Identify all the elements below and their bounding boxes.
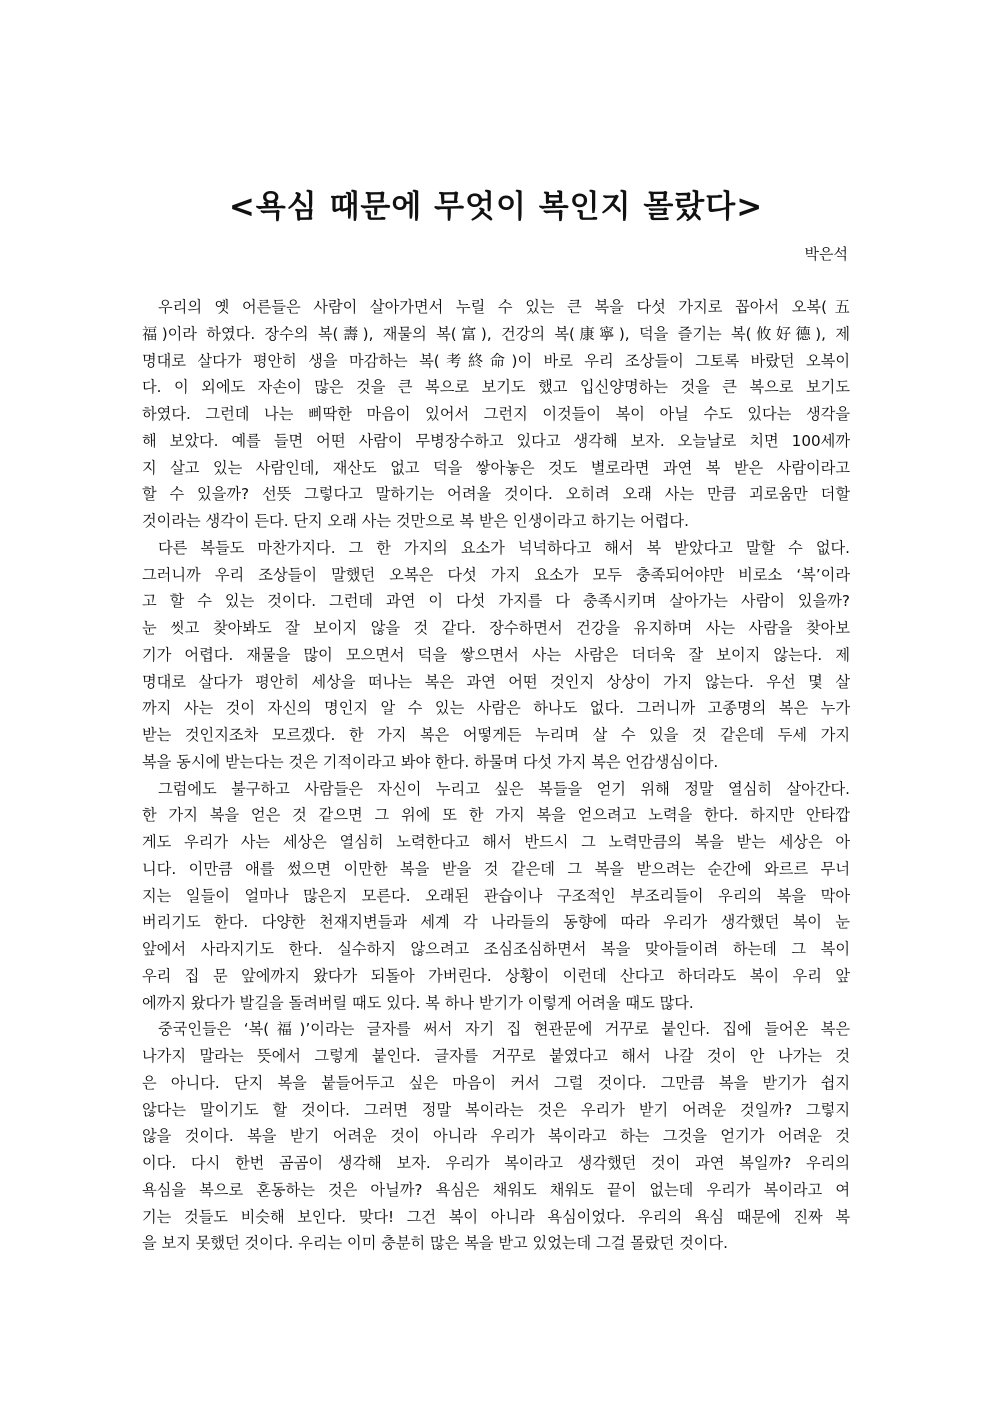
text-line: 않다는 말이기도 할 것이다. 그러면 정말 복이라는 것은 우리가 받기 어려운 것일까? 그렇지 (142, 1100, 850, 1119)
text-line: 것이라는 생각이 든다. 단지 오래 사는 것만으로 복 받은 인생이라고 하기는 어렵다. (142, 512, 689, 530)
paragraph (142, 1016, 850, 1257)
text-line: 않을 것이다. 복을 받기 어려운 것이 아니라 우리가 복이라고 하는 그것을 얻기가 어려운 것 (142, 1127, 850, 1146)
text-line: 한 가지 복을 얻은 것 같으면 그 위에 또 한 가지 복을 얻으려고 노력을 한다. 하지만 안타깝 (142, 806, 850, 825)
paragraph (142, 294, 850, 535)
text-line: 니다. 이만큼 애를 썼으면 이만한 복을 받을 것 같은데 그 복을 받으려는 순간에 와르르 무너 (142, 859, 850, 878)
text-line: 명대로 살다가 평안히 세상을 떠나는 복은 과연 어떤 것인지 상상이 가지 않는다. 우선 몇 살 (142, 672, 850, 691)
text-line: 기는 것들도 비슷해 보인다. 맞다! 그건 복이 아니라 욕심이었다. 우리의 욕심 때문에 진짜 복 (142, 1207, 850, 1226)
paragraph (142, 535, 850, 776)
text-line: 기가 어렵다. 재물을 많이 모으면서 덕을 쌓으면서 사는 사람은 더더욱 잘 보이지 않는다. 제 (142, 645, 850, 664)
text-line: 다른 복들도 마찬가지다. 그 한 가지의 요소가 넉넉하다고 해서 복 받았다고 말할 수 없다. (158, 538, 850, 557)
text-line: 福)이라 하였다. 장수의 복(壽), 재물의 복(富), 건강의 복(康寧), 덕을 즐기는 복(攸好德), 제 (142, 324, 850, 343)
text-line: 그러니까 우리 조상들이 말했던 오복은 다섯 가지 요소가 모두 충족되어야만 비로소 ‘복’이라 (142, 565, 850, 584)
author-name: 박은석 (804, 245, 848, 263)
text-line: 욕심을 복으로 혼동하는 것은 아닐까? 욕심은 채워도 채워도 끝이 없는데 우리가 복이라고 여 (142, 1180, 850, 1199)
text-line: 나가지 말라는 뜻에서 그렇게 붙인다. 글자를 거꾸로 붙였다고 해서 나갈 것이 안 나가는 것 (142, 1047, 850, 1065)
text-line: 은 아니다. 단지 복을 붙들어두고 싶은 마음이 커서 그럴 것이다. 그만큼 복을 받기가 쉽지 (142, 1073, 850, 1092)
text-line: 다. 이 외에도 자손이 많은 것을 큰 복으로 보기도 했고 입신양명하는 것을 큰 복으로 보기도 (142, 378, 850, 397)
text-line: 게도 우리가 사는 세상은 열심히 노력한다고 해서 반드시 그 노력만큼의 복을 받는 세상은 아 (142, 833, 850, 851)
document-title: <욕심 때문에 무엇이 복인지 몰랐다> (228, 188, 764, 225)
text-line: 받는 것인지조차 모르겠다. 한 가지 복은 어떻게든 누리며 살 수 있을 것 같은데 두세 가지 (142, 726, 850, 744)
text-line: 우리 집 문 앞에까지 왔다가 되돌아 가버린다. 상황이 이런데 산다고 하더라도 복이 우리 앞 (142, 966, 850, 985)
text-line: 할 수 있을까? 선뜻 그렇다고 말하기는 어려울 것이다. 오히려 오래 사는 만큼 괴로움만 더할 (142, 485, 850, 504)
text-line: 을 보지 못했던 것이다. 우리는 이미 충분히 많은 복을 받고 있었는데 그걸 몰랐던 것이다. (142, 1234, 728, 1253)
text-line: 까지 사는 것이 자신의 명인지 알 수 있는 사람은 하나도 없다. 그러니까 고종명의 복은 누가 (142, 699, 850, 718)
text-line: 지 살고 있는 사람인데, 재산도 없고 덕을 쌓아놓은 것도 별로라면 과연 복 받은 사람이라고 (142, 458, 850, 477)
text-line: 버리기도 한다. 다양한 천재지변들과 세계 각 나라들의 동향에 따라 우리가 생각했던 복이 눈 (142, 913, 850, 932)
paragraph (142, 776, 850, 1017)
text-line: 눈 씻고 찾아봐도 잘 보이지 않을 것 같다. 장수하면서 건강을 유지하며 사는 사람을 찾아보 (142, 619, 850, 637)
text-line: 복을 동시에 받는다는 것은 기적이라고 봐야 한다. 하물며 다섯 가지 복은 언감생심이다. (142, 752, 719, 771)
text-line: 앞에서 사라지기도 한다. 실수하지 않으려고 조심조심하면서 복을 맞아들이려 하는데 그 복이 (142, 940, 850, 958)
text-line: 그럼에도 불구하고 사람들은 자신이 누리고 싶은 복들을 얻기 위해 정말 열심히 살아간다. (158, 779, 850, 798)
text-line: 해 보았다. 예를 들면 어떤 사람이 무병장수하고 있다고 생각해 보자. 오늘날로 치면 100세까 (142, 431, 850, 450)
text-line: 고 할 수 있는 것이다. 그런데 과연 이 다섯 가지를 다 충족시키며 살아가는 사람이 있을까? (142, 592, 850, 611)
document-body (142, 294, 850, 1257)
text-line: 지는 일들이 얼마나 많은지 모른다. 오래된 관습이나 구조적인 부조리들이 우리의 복을 막아 (142, 886, 850, 905)
text-line: 이다. 다시 한번 곰곰이 생각해 보자. 우리가 복이라고 생각했던 것이 과연 복일까? 우리의 (142, 1154, 850, 1172)
text-line: 에까지 왔다가 발길을 돌려버릴 때도 있다. 복 하나 받기가 이렇게 어려울 때도 많다. (142, 993, 694, 1012)
text-line: 하였다. 그런데 나는 삐딱한 마음이 있어서 그런지 이것들이 복이 아닐 수도 있다는 생각을 (142, 405, 850, 423)
text-line: 중국인들은 ‘복(福)’이라는 글자를 써서 자기 집 현관문에 거꾸로 붙인다. 집에 들어온 복은 (158, 1020, 850, 1039)
text-line: 명대로 살다가 평안히 생을 마감하는 복(考終命)이 바로 우리 조상들이 그토록 바랐던 오복이 (142, 351, 850, 370)
text-line: 우리의 옛 어른들은 사람이 살아가면서 누릴 수 있는 큰 복을 다섯 가지로 꼽아서 오복(五 (158, 298, 850, 316)
